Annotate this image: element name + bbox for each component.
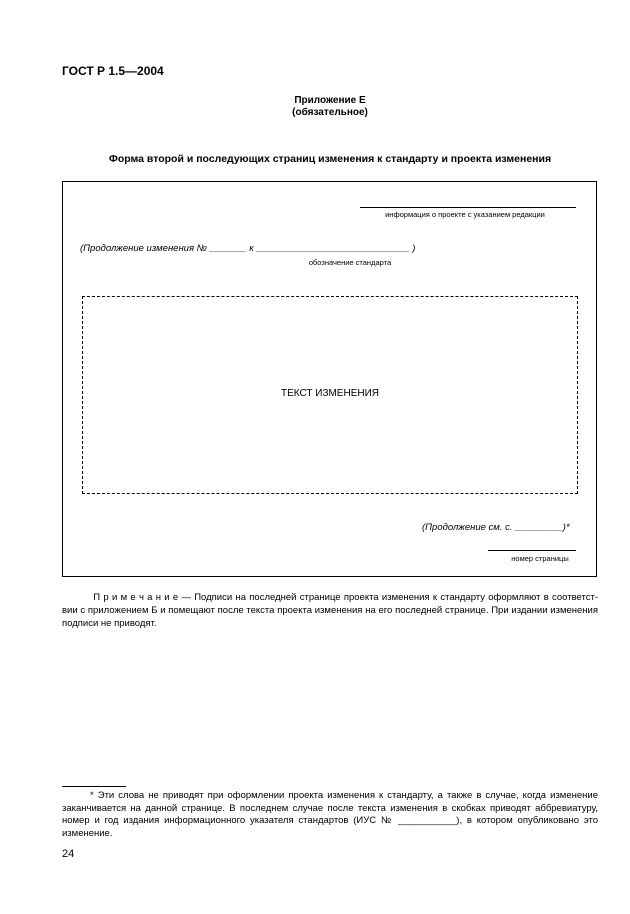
continuation-suffix: ) bbox=[412, 243, 416, 254]
appendix-title: Приложение Е bbox=[294, 95, 366, 106]
page-number: 24 bbox=[62, 848, 75, 860]
continuation-k: к bbox=[249, 243, 254, 254]
footnote bbox=[62, 790, 598, 840]
note-label: П р и м е ч а н и е bbox=[93, 592, 179, 603]
note-text: — Подписи на последней странице проекта изменения к стандарту оформляют в соответст-вии с приложением Б и помещают после текста проекта изменения на его последней странице. При издании изменения подписи не приводят. bbox=[62, 592, 599, 629]
project-info-line bbox=[360, 207, 576, 208]
footnote-separator bbox=[62, 786, 126, 787]
page-number-line bbox=[488, 550, 576, 551]
page-number-caption: номер страницы bbox=[511, 554, 569, 563]
change-text-label: ТЕКСТ ИЗМЕНЕНИЯ bbox=[280, 388, 380, 399]
standard-blank: _____________________________ bbox=[256, 243, 410, 254]
note bbox=[62, 591, 598, 630]
appendix-heading bbox=[0, 95, 630, 119]
continuation-prefix: (Продолжение изменения № bbox=[80, 243, 207, 254]
change-number-blank: _______ bbox=[209, 243, 247, 254]
form-title: Форма второй и последующих страниц изменения к стандарту и проекта изменения bbox=[108, 153, 552, 165]
standard-caption: обозначение стандарта bbox=[308, 258, 392, 267]
appendix-subtitle: (обязательное) bbox=[292, 107, 368, 118]
footnote-text: * Эти слова не приводят при оформлении проекта изменения к стандарту, а также в случае, когда изменение заканчивается на данной странице. В последнем случае после текста изменения в скобках приводят аббревиатуру, номер и год издания информационного указателя стандартов (ИУС № ___________), в котором опубликовано это изменение. bbox=[62, 790, 598, 839]
project-info-caption: информация о проекте с указанием редакции bbox=[385, 210, 545, 219]
continuation-line bbox=[80, 243, 415, 254]
continued-see: (Продолжение см. с. _________)* bbox=[422, 522, 570, 533]
document-code: ГОСТ Р 1.5—2004 bbox=[62, 64, 164, 78]
